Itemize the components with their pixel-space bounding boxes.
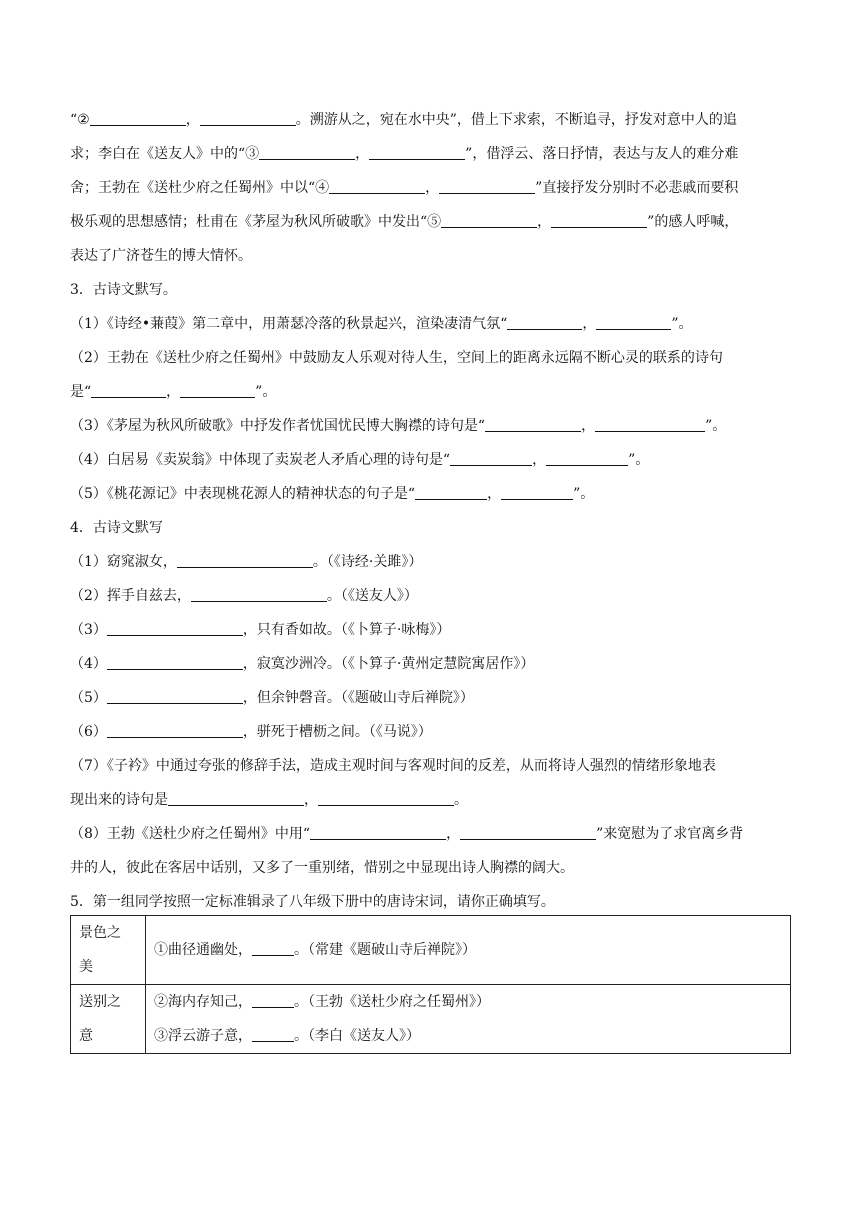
table-row <box>71 916 791 985</box>
q4-item-8-line-1: （8）王勃《送杜少府之任蜀州》中用“ ， ”来宽慰为了求官离乡背 <box>70 817 795 851</box>
answer-blank[interactable] <box>450 449 532 466</box>
q2-line-3: 舍；王勃在《送杜少府之任蜀州》中以“④ ， ”直接抒发分别时不必悲戚而要积 <box>70 171 795 205</box>
q3-item-4: （4）白居易《卖炭翁》中体现了卖炭老人矛盾心理的诗句是“ ， ”。 <box>70 443 795 477</box>
q4-item-5: （5） ，但余钟磬音。（《题破山寺后禅院》） <box>70 681 795 715</box>
document-page <box>70 103 795 919</box>
q4-item-1: （1）窈窕淑女， 。（《诗经·关雎》） <box>70 545 795 579</box>
answer-blank[interactable] <box>168 789 304 806</box>
q2-line-2: 求；李白在《送友人》中的“③ ， ”，借浮云、落日抒情，表达与友人的难分难 <box>70 137 795 171</box>
q3-item-2-line-2: 是“ ， ”。 <box>70 375 795 409</box>
q3-item-3: （3）《茅屋为秋风所破歌》中抒发作者忧国忧民博大胸襟的诗句是“ ， ”。 <box>70 409 795 443</box>
q4-item-6: （6） ，骈死于槽枥之间。（《马说》） <box>70 715 795 749</box>
answer-blank[interactable] <box>91 381 166 398</box>
answer-blank[interactable] <box>507 313 582 330</box>
q4-item-8-line-2: 井的人，彼此在客居中话别，又多了一重别绪，惜别之中显现出诗人胸襟的阔大。 <box>70 860 574 876</box>
q3-item-2-line-1: （2）王勃在《送杜少府之任蜀州》中鼓励友人乐观对待人生，空间上的距离永远隔不断心灵的联系的诗句 <box>70 350 723 366</box>
q3-title: 3．古诗文默写。 <box>70 282 177 298</box>
q4-item-2: （2）挥手自兹去， 。（《送友人》） <box>70 579 795 613</box>
answer-blank[interactable] <box>90 109 186 126</box>
answer-blank[interactable] <box>107 653 243 670</box>
row-content: ①曲径通幽处， 。（常建《题破山寺后禅院》） <box>146 916 791 985</box>
answer-blank[interactable] <box>252 991 294 1008</box>
answer-blank[interactable] <box>180 381 255 398</box>
row-content: ②海内存知己， 。（王勃《送杜少府之任蜀州》） ③浮云游子意， 。（李白《送友人》） <box>146 985 791 1054</box>
table-row <box>71 985 791 1054</box>
q3-item-5: （5）《桃花源记》中表现桃花源人的精神状态的句子是“ ， ”。 <box>70 477 795 511</box>
answer-blank[interactable] <box>501 483 573 500</box>
answer-blank[interactable] <box>107 721 243 738</box>
answer-blank[interactable] <box>329 177 425 194</box>
answer-blank[interactable] <box>551 211 647 228</box>
q5-table <box>70 915 791 1054</box>
q2-line-4: 极乐观的思想感情；杜甫在《茅屋为秋风所破歌》中发出“⑤ ， ”的感人呼喊， <box>70 205 795 239</box>
answer-blank[interactable] <box>318 789 454 806</box>
answer-blank[interactable] <box>369 143 465 160</box>
answer-blank[interactable] <box>546 449 628 466</box>
answer-blank[interactable] <box>595 415 705 432</box>
answer-blank[interactable] <box>107 619 243 636</box>
answer-blank[interactable] <box>415 483 487 500</box>
q4-item-3: （3） ，只有香如故。（《卜算子·咏梅》） <box>70 613 795 647</box>
answer-blank[interactable] <box>460 823 596 840</box>
q4-item-4: （4） ，寂寞沙洲冷。（《卜算子·黄州定慧院寓居作》） <box>70 647 795 681</box>
answer-blank[interactable] <box>107 687 243 704</box>
answer-blank[interactable] <box>485 415 581 432</box>
q2-line-1: “② ， 。溯游从之，宛在水中央”，借上下求索，不断追寻，抒发对意中人的追 <box>70 103 795 137</box>
answer-blank[interactable] <box>191 585 327 602</box>
answer-blank[interactable] <box>310 823 446 840</box>
answer-blank[interactable] <box>596 313 671 330</box>
answer-blank[interactable] <box>200 109 296 126</box>
q3-item-1: （1）《诗经•蒹葭》第二章中，用萧瑟冷落的秋景起兴，渲染凄清气氛“ ， ”。 <box>70 307 795 341</box>
answer-blank[interactable] <box>252 1025 294 1042</box>
q4-item-7-line-2: 现出来的诗句是 ， 。 <box>70 783 795 817</box>
q5-title: 5．第一组同学按照一定标准辑录了八年级下册中的唐诗宋词，请你正确填写。 <box>70 894 555 910</box>
answer-blank[interactable] <box>439 177 535 194</box>
q4-item-7-line-1: （7）《子衿》中通过夸张的修辞手法，造成主观时间与客观时间的反差，从而将诗人强烈的情绪形象地表 <box>70 758 716 774</box>
answer-blank[interactable] <box>441 211 537 228</box>
answer-blank[interactable] <box>252 939 294 956</box>
answer-blank[interactable] <box>259 143 355 160</box>
q4-title: 4．古诗文默写 <box>70 520 163 536</box>
q2-line-5: 表达了广济苍生的博大情怀。 <box>70 248 252 264</box>
row-header: 送别之 意 <box>71 985 146 1054</box>
row-header: 景色之 美 <box>71 916 146 985</box>
answer-blank[interactable] <box>177 551 313 568</box>
